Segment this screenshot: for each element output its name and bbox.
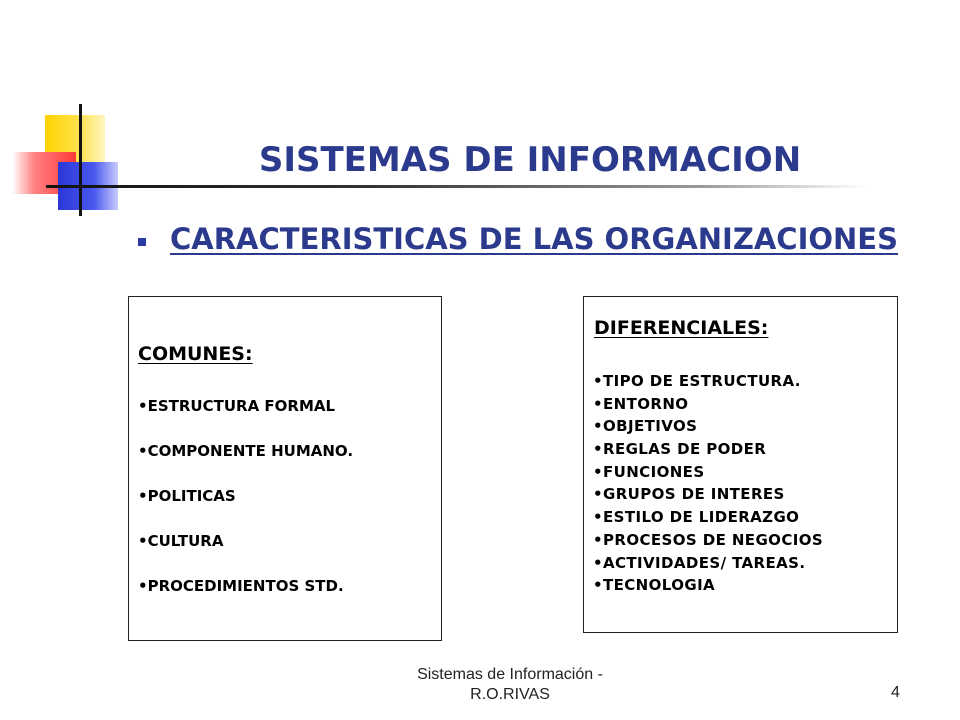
diferenciales-item: • ENTORNO [593,395,823,418]
diferenciales-item: • ESTILO DE LIDERAZGO [593,508,823,531]
slide-subtitle: CARACTERISTICAS DE LAS ORGANIZACIONES [170,222,899,256]
title-divider [46,185,866,188]
comunes-item: • COMPONENTE HUMANO. [138,442,353,487]
diferenciales-list [593,372,823,599]
comunes-item: • POLITICAS [138,487,353,532]
comunes-box [128,296,442,641]
bullet-square-icon [138,238,146,246]
diferenciales-item: • REGLAS DE PODER [593,440,823,463]
comunes-item: • ESTRUCTURA FORMAL [138,397,353,442]
comunes-heading: COMUNES: [138,343,253,365]
diferenciales-item: • OBJETIVOS [593,417,823,440]
diferenciales-item: • TECNOLOGIA [593,576,823,599]
comunes-item: • PROCEDIMIENTOS STD. [138,577,353,622]
diferenciales-item: • GRUPOS DE INTERES [593,485,823,508]
slide-title: SISTEMAS DE INFORMACION [258,140,802,180]
diferenciales-item: • FUNCIONES [593,463,823,486]
footer-line-1: Sistemas de Información - [417,666,603,683]
footer-line-2: R.O.RIVAS [470,686,550,703]
diferenciales-item: • TIPO DE ESTRUCTURA. [593,372,823,395]
footer-text [380,665,640,705]
diferenciales-item: • ACTIVIDADES/ TAREAS. [593,554,823,577]
comunes-item: • CULTURA [138,532,353,577]
diferenciales-box [583,296,898,633]
page-number: 4 [891,684,900,701]
diferenciales-heading: DIFERENCIALES: [594,317,769,339]
diferenciales-item: • PROCESOS DE NEGOCIOS [593,531,823,554]
comunes-list [138,397,353,622]
